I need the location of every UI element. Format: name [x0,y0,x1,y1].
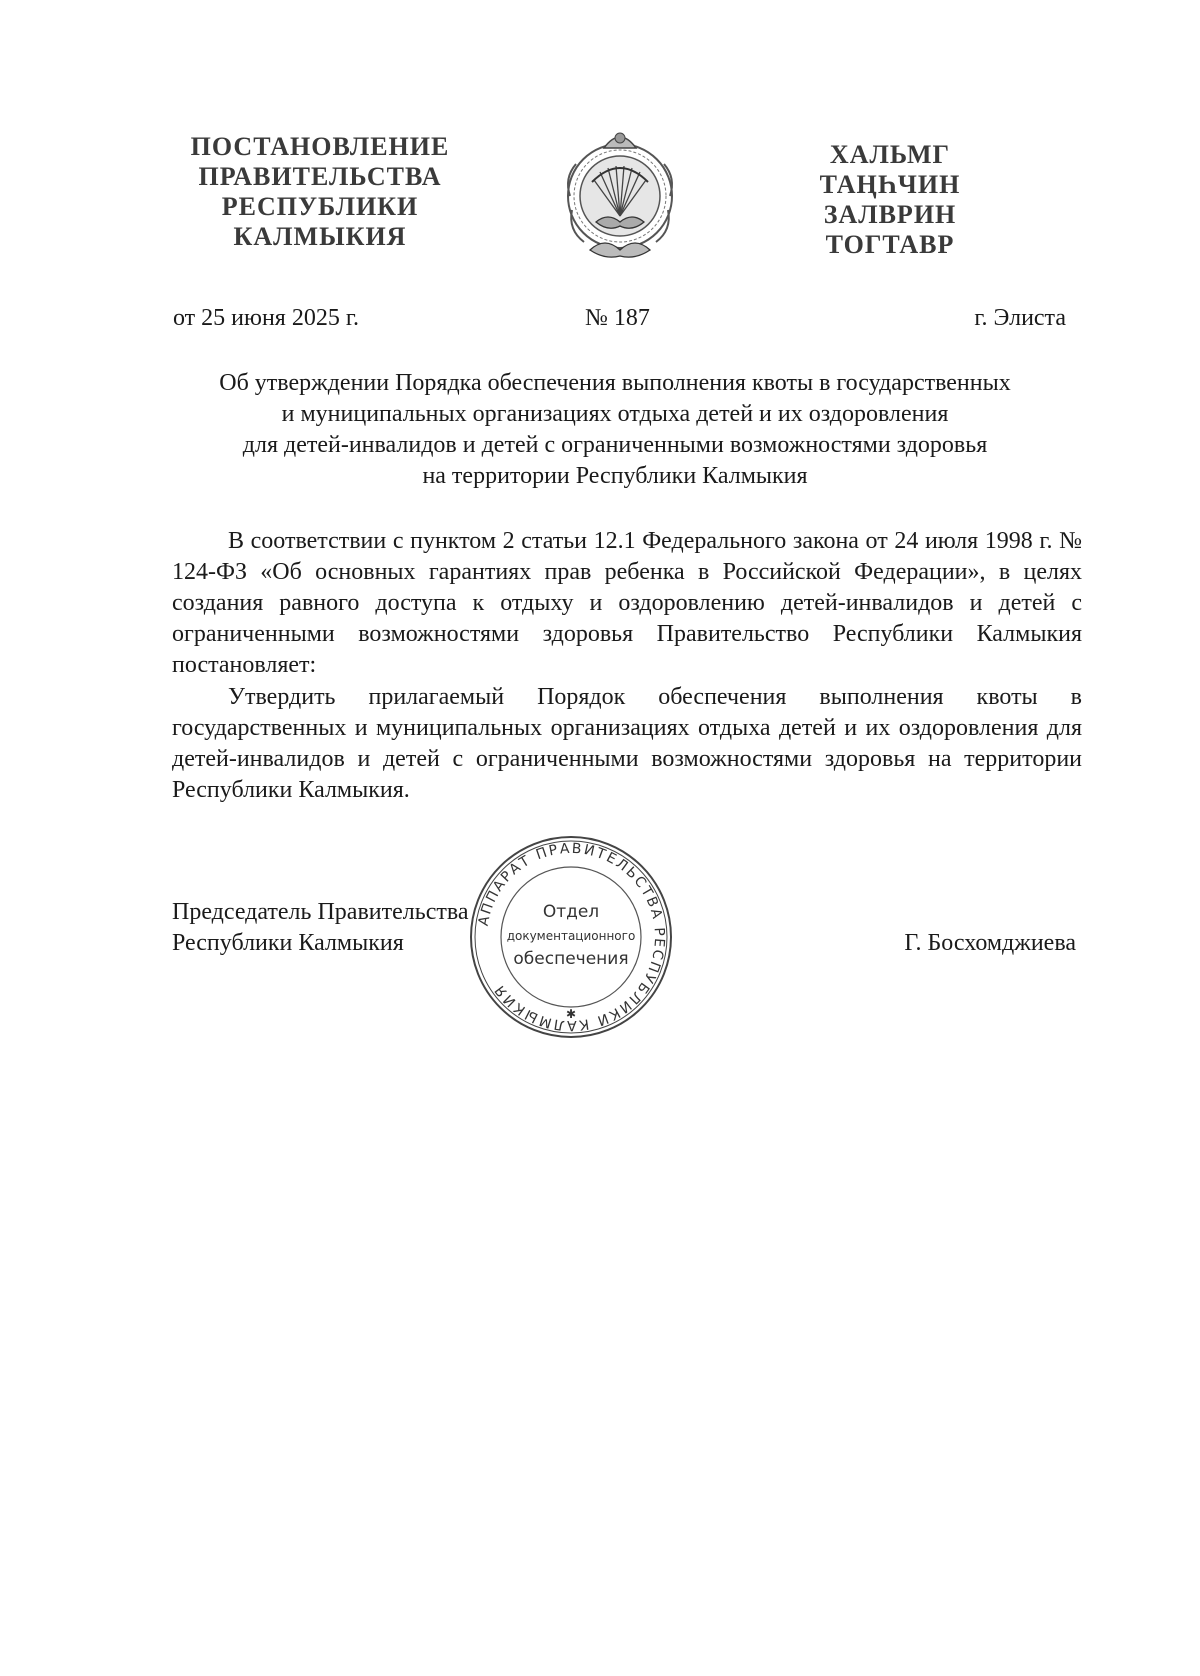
official-stamp-icon [466,832,676,1042]
document-date: от 25 июня 2025 г. [173,305,359,331]
signatory-name: Г. Босхомджиева [904,930,1076,956]
title-line: на территории Республики Калмыкия [422,463,808,489]
header-right-line: ХАЛЬМГ [829,140,951,169]
title-line: для детей-инвалидов и детей с ограниченными возможностями здоровья [242,432,988,458]
document-city: г. Элиста [974,305,1066,331]
signatory-position [172,897,469,959]
signatory-position-line: Председатель Правительства [172,899,469,925]
header-left-line: ПОСТАНОВЛЕНИЕ [190,132,450,161]
header-right-line: ЗАЛВРИН [823,200,957,229]
header-left-line: РЕСПУБЛИКИ [221,192,419,221]
stamp-ring-text: АППАРАТ ПРАВИТЕЛЬСТВА РЕСПУБЛИКИ КАЛМЫКИЯ [475,840,668,1034]
header-right-line: ТАҢҺЧИН [819,170,961,199]
document-title [150,368,1080,492]
body-paragraph-resolution: Утвердить прилагаемый Порядок обеспечения выполнения квоты в государственных и муниципальных организациях отдыха детей и их оздоровления для детей-инвалидов и детей с ограниченными возможностями здоровья на территории Республики Калмыкия. [172,684,1082,803]
header-title-kalmyk [790,140,990,260]
title-line: и муниципальных организациях отдыха детей и их оздоровления [281,401,949,427]
coat-of-arms-icon [560,118,680,268]
header-title-russian [190,132,450,252]
signatory-position-line: Республики Калмыкия [172,930,404,956]
body-paragraph-preamble: В соответствии с пунктом 2 статьи 12.1 Федерального закона от 24 июля 1998 г. № 124-ФЗ «Об основных гарантиях прав ребенка в Российской Федерации», в целях создания равного доступа к отдыху и оздоровлению детей-инвалидов и детей с ограниченными возможностями здоровья Правительство Республики Калмыкия постановляет: [172,528,1082,678]
header-left-line: КАЛМЫКИЯ [233,222,407,251]
svg-text:✱: ✱ [565,1007,577,1021]
stamp-center-line: обеспечения [513,949,629,969]
stamp-center-line: Отдел [542,902,600,922]
title-line: Об утверждении Порядка обеспечения выполнения квоты в государственных [219,370,1011,396]
stamp-center-line: документационного [506,929,636,943]
header-left-line: ПРАВИТЕЛЬСТВА [198,162,442,191]
header-right-line: ТОГТАВР [825,230,955,259]
document-number: № 187 [585,305,650,331]
